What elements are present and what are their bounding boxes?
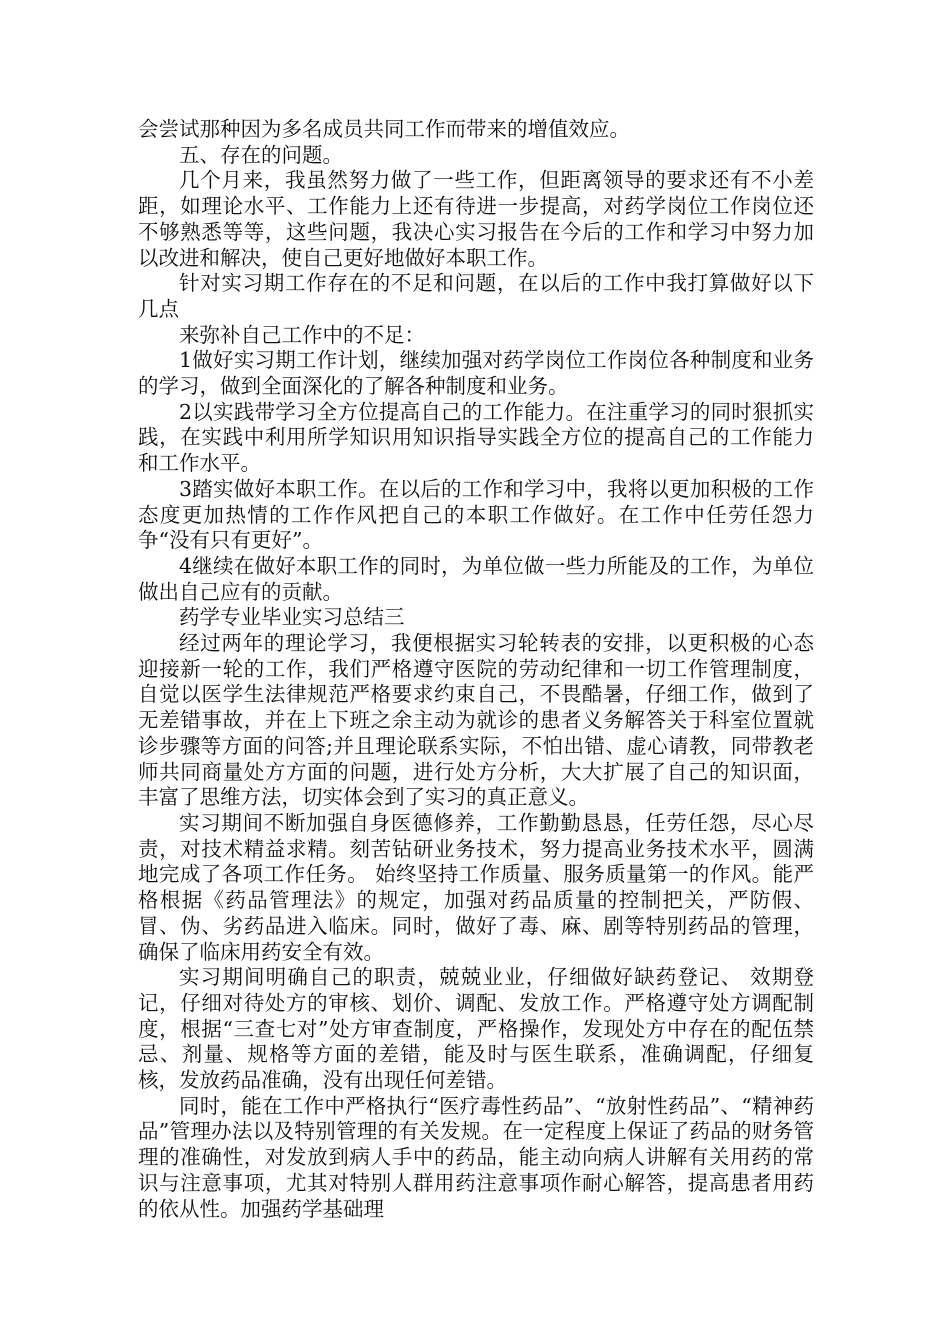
document-page	[138, 117, 814, 1222]
paragraph: 实习期间明确自己的职责，兢兢业业，仔细做好缺药登记、 效期登记，仔细对待处方的审核、划价、调配、发放工作。严格遵守处方调配制度，根据“三查七对”处方审查制度，严格操作，发现处方中存在的配伍禁忌、剂量、规格等方面的差错，能及时与医生联系，准确调配，仔细复核，发放药品准确，没有出现任何差错。	[138, 965, 814, 1093]
paragraph: 来弥补自己工作中的不足：	[179, 322, 425, 347]
section-heading: 五、存在的问题。	[179, 142, 343, 167]
paragraph: 针对实习期工作存在的不足和问题，在以后的工作中我打算做好以下几点	[138, 271, 814, 321]
paragraph: 经过两年的理论学习，我便根据实习轮转表的安排，以更积极的心态迎接新一轮的工作，我们严格遵守医院的劳动纪律和一切工作管理制度，自觉以医学生法律规范严格要求约束自己，不畏酷暑，仔细工作，做到了无差错事故，并在上下班之余主动为就诊的患者义务解答关于科室位置就诊步骤等方面的问答;并且理论联系实际，不怕出错、虚心请教，同带教老师共同商量处方方面的问题，进行处方分析，大大扩展了自己的知识面，丰富了思维方法，切实体会到了实习的真正意义。	[138, 631, 814, 810]
list-item: 2以实践带学习全方位提高自己的工作能力。在注重学习的同时狠抓实践，在实践中利用所学知识用知识指导实践全方位的提高自己的工作能力和工作水平。	[138, 399, 814, 476]
list-item: 3踏实做好本职工作。在以后的工作和学习中，我将以更加积极的工作态度更加热情的工作作风把自己的本职工作做好。在工作中任劳任怨力争“没有只有更好”。	[138, 476, 814, 553]
paragraph: 同时，能在工作中严格执行“医疗毒性药品”、“放射性药品”、“精神药品”管理办法以及特别管理的有关发规。在一定程度上保证了药品的财务管理的准确性，对发放到病人手中的药品，能主动向病人讲解有关用药的常识与注意事项，尤其对特别人群用药注意事项作耐心解答，提高患者用药的依从性。加强药学基础理	[138, 1093, 814, 1221]
list-item: 4继续在做好本职工作的同时，为单位做一些力所能及的工作，为单位做出自己应有的贡献。	[138, 553, 814, 604]
paragraph: 会尝试那种因为多名成员共同工作而带来的增值效应。	[138, 117, 630, 141]
section-heading: 药学专业毕业实习总结三	[179, 605, 405, 630]
list-item: 1做好实习期工作计划，继续加强对药学岗位工作岗位各种制度和业务的学习，做到全面深化的了解各种制度和业务。	[138, 348, 814, 399]
paragraph: 实习期间不断加强自身医德修养，工作勤勤恳恳，任劳任怨，尽心尽责，对技术精益求精。刻苦钻研业务技术，努力提高业务技术水平，圆满地完成了各项工作任务。 始终坚持工作质量、服务质量第一的作风。能严格根据《药品管理法》的规定，加强对药品质量的控制把关，严防假、冒、伪、劣药品进入临床。同时，做好了毒、麻、剧等特别药品的管理，确保了临床用药安全有效。	[138, 810, 814, 964]
paragraph: 几个月来，我虽然努力做了一些工作，但距离领导的要求还有不小差距，如理论水平、工作能力上还有待进一步提高，对药学岗位工作岗位还不够熟悉等等，这些问题，我决心实习报告在今后的工作和学习中努力加以改进和解决，使自己更好地做好本职工作。	[138, 168, 814, 270]
